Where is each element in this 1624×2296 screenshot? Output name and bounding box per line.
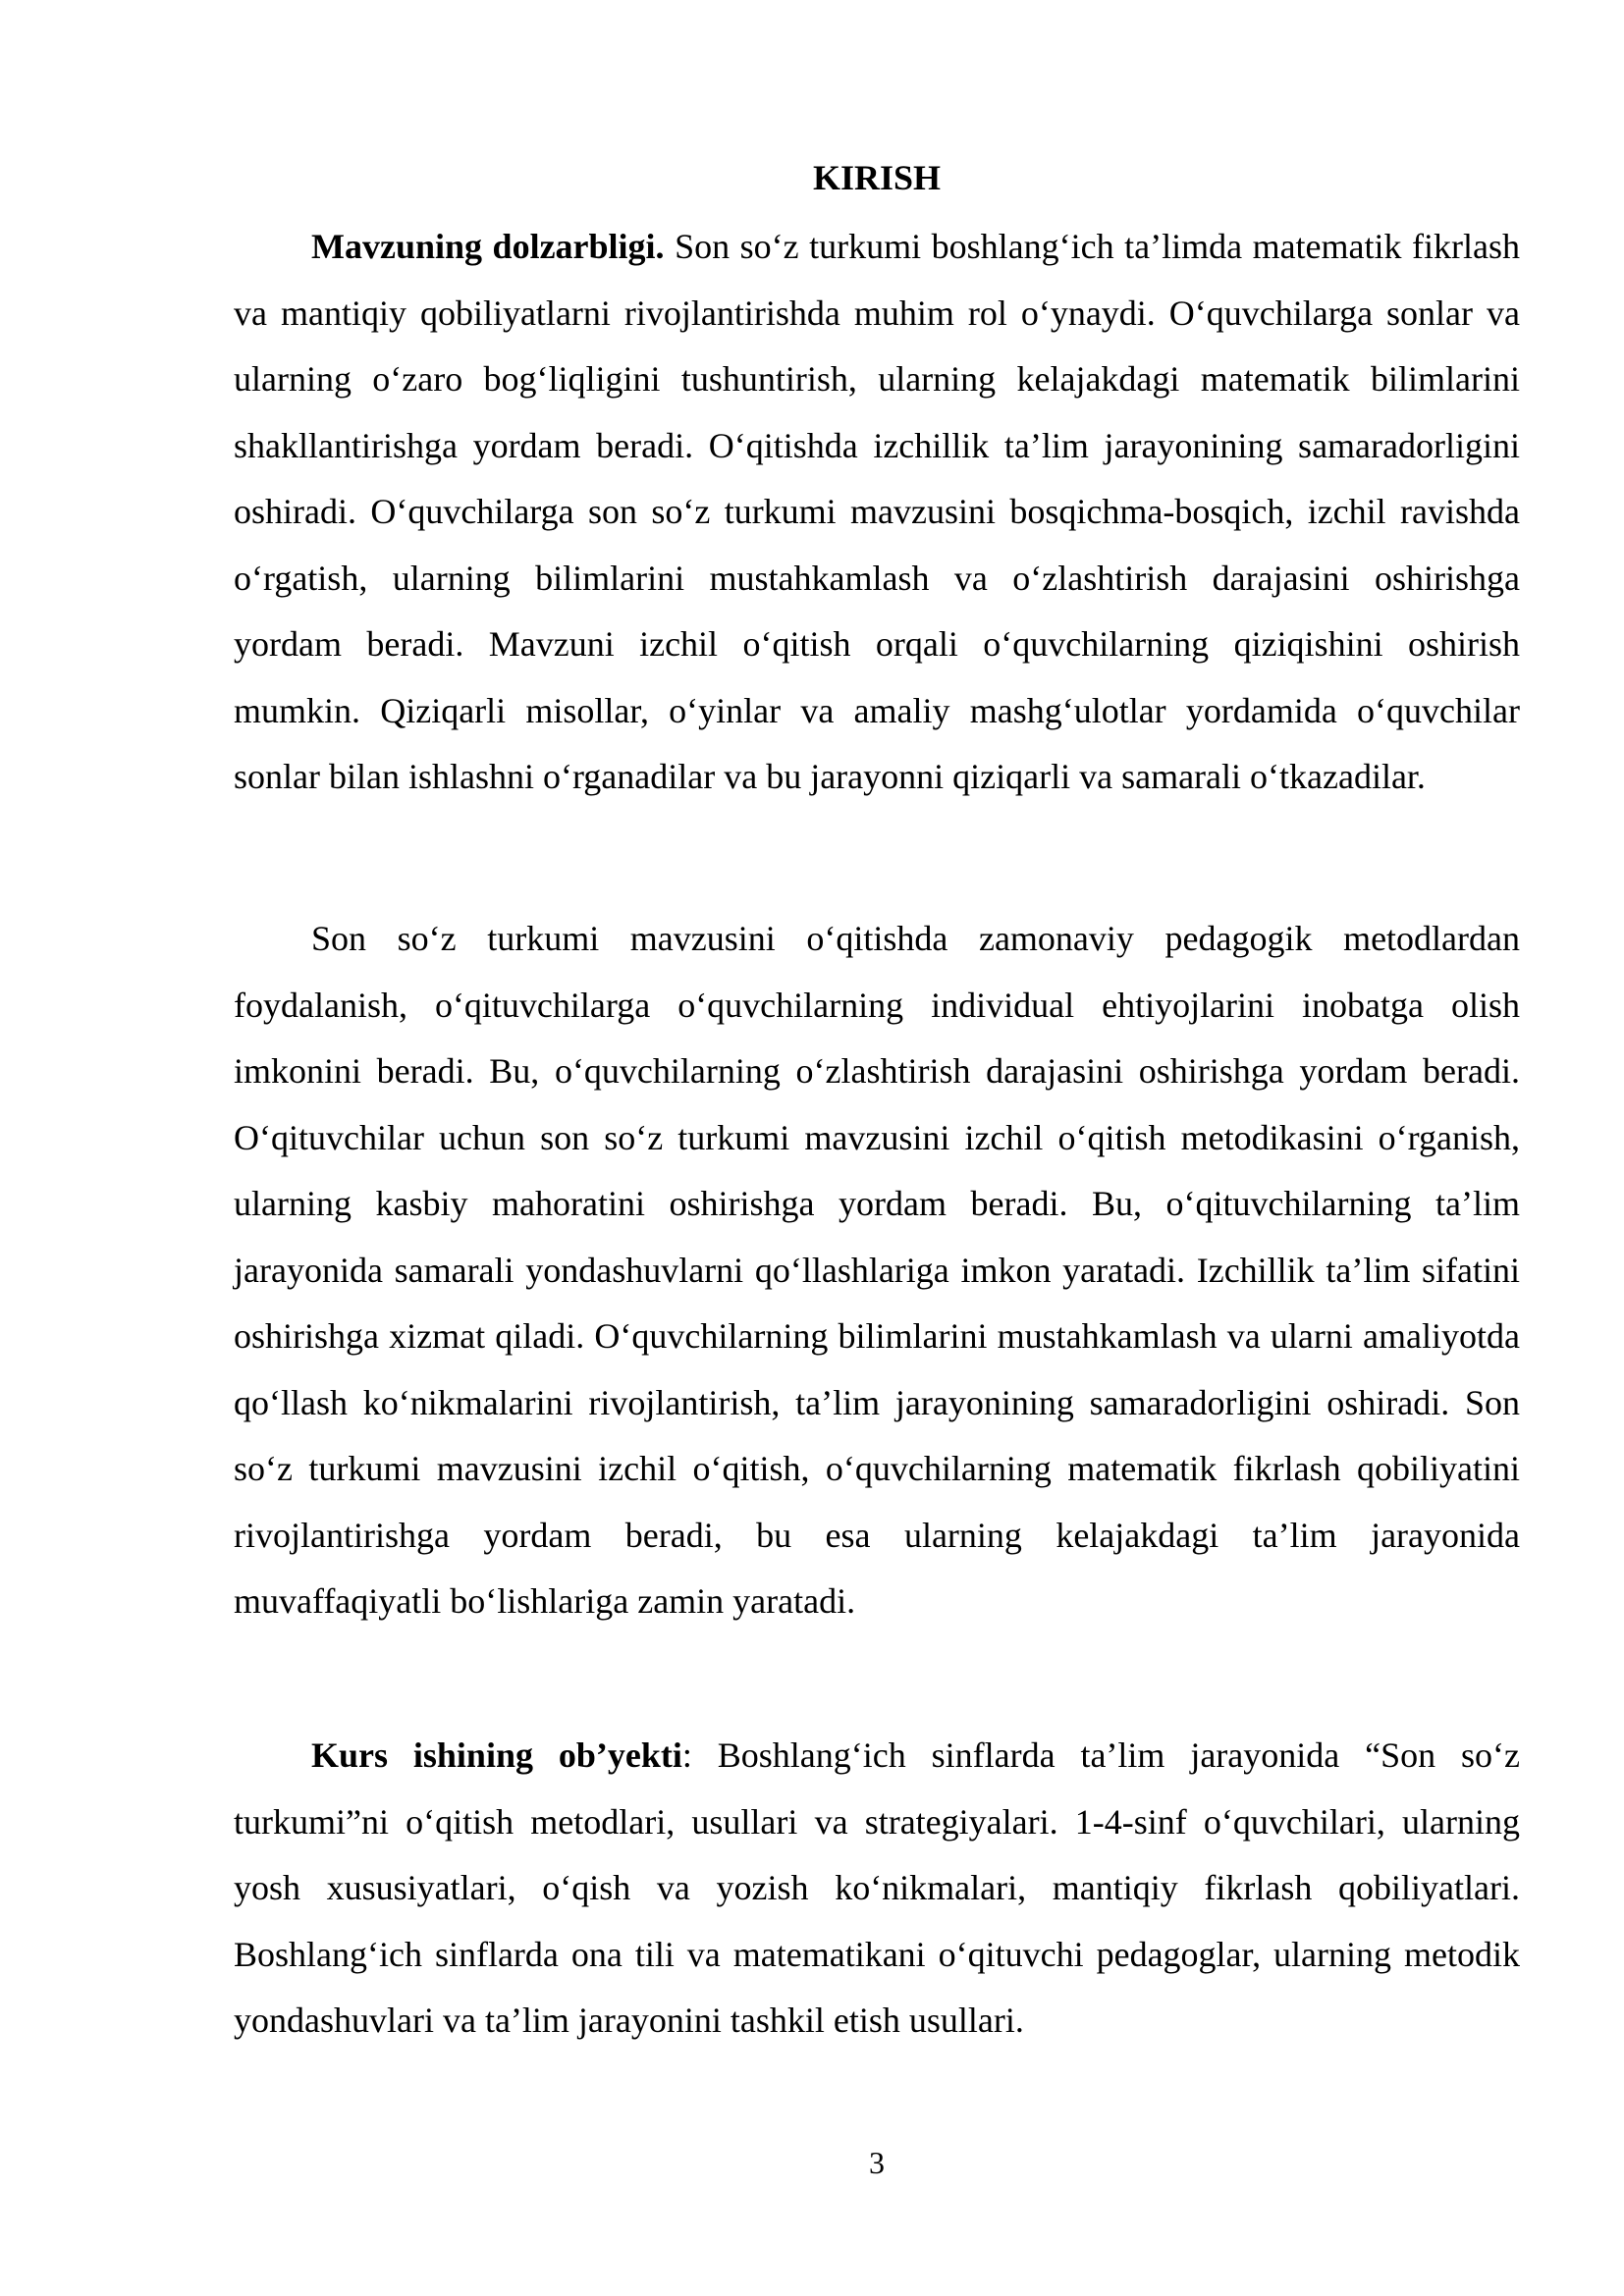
paragraph-text: Son so‘z turkumi mavzusini o‘qitishda zamonaviy pedagogik metodlardan foydalanish, o‘qituvchilarga o‘quvchilarning individual ehtiyojlarini inobatga olish imkonini beradi. Bu, o‘quvchilarning o‘zlashtirish darajasini oshirishga yordam beradi. O‘qituvchilar uchun son so‘z turkumi mavzusini izchil o‘qitish metodikasini o‘rganish, ularning kasbiy mahoratini oshirishga yordam beradi. Bu, o‘qituvchilarning ta’lim jarayonida samarali yondashuvlarni qo‘llashlariga imkon yaratadi. Izchillik ta’lim sifatini oshirishga xizmat qiladi. O‘quvchilarning bilimlarini mustahkamlash va ularni amaliyotda qo‘llash ko‘nikmalarini rivojlantirish, ta’lim jarayonining samaradorligini oshiradi. Son so‘z turkumi mavzusini izchil o‘qitish, o‘quvchilarning matematik fikrlash qobiliyatini rivojlantirishga yordam beradi, bu esa ularning kelajakdagi ta’lim jarayonida muvaffaqiyatli bo‘lishlariga zamin yaratadi. [234, 919, 1520, 1621]
paragraph-methods [234, 906, 1520, 1635]
paragraph-text: Son so‘z turkumi boshlang‘ich ta’limda matematik fikrlash va mantiqiy qobiliyatlarni rivojlantirishda muhim rol o‘ynaydi. O‘quvchilarga sonlar va ularning o‘zaro bog‘liqligini tushuntirish, ularning kelajakdagi matematik bilimlarini shakllantirishga yordam beradi. O‘qitishda izchillik ta’lim jarayonining samaradorligini oshiradi. O‘quvchilarga son so‘z turkumi mavzusini bosqichma-bosqich, izchil ravishda o‘rgatish, ularning bilimlarini mustahkamlash va o‘zlashtirish darajasini oshirishga yordam beradi. Mavzuni izchil o‘qitish orqali o‘quvchilarning qiziqishini oshirish mumkin. Qiziqarli misollar, o‘yinlar va amaliy mashg‘ulotlar yordamida o‘quvchilar sonlar bilan ishlashni o‘rganadilar va bu jarayonni qiziqarli va samarali o‘tkazadilar. [234, 227, 1521, 796]
paragraph-object [234, 1723, 1520, 2055]
paragraph-lead: Mavzuning dolzarbligi. [311, 227, 665, 266]
section-heading: KIRISH [812, 158, 942, 197]
paragraph-relevance [234, 214, 1520, 811]
page-number: 3 [869, 2145, 885, 2180]
paragraph-text: : Boshlang‘ich sinflarda ta’lim jarayonida “Son so‘z turkumi”ni o‘qitish metodlari, usullari va strategiyalari. 1-4-sinf o‘quvchilari, ularning yosh xususiyatlari, o‘qish va yozish ko‘nikmalari, mantiqiy fikrlash qobiliyatlari. Boshlang‘ich sinflarda ona tili va matematikani o‘qituvchi pedagoglar, ularning metodik yondashuvlari va ta’lim jarayonini tashkil etish usullari. [234, 1735, 1520, 2040]
paragraph-lead: Kurs ishining ob’yekti [311, 1735, 682, 1775]
